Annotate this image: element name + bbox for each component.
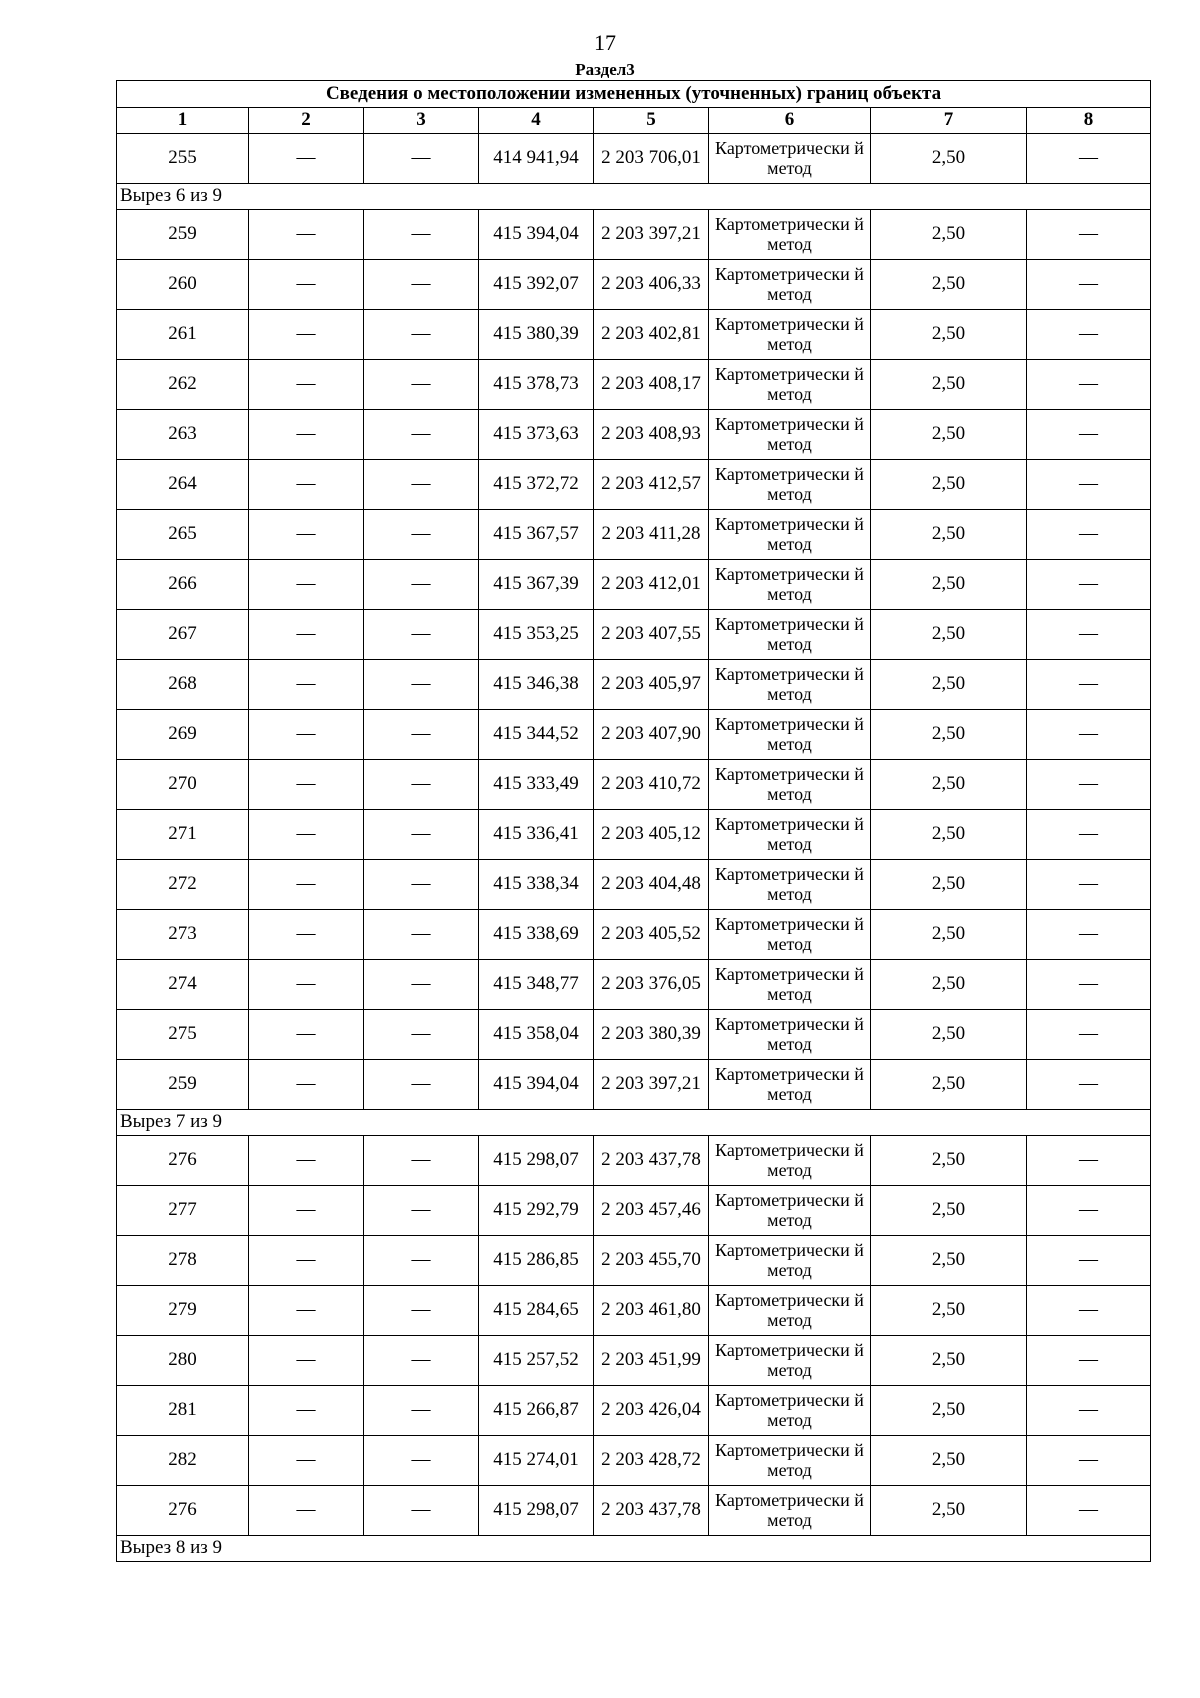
point-number-cell: 262 xyxy=(117,360,249,410)
y-coordinate-cell: 2 203 405,12 xyxy=(594,810,709,860)
method-cell: Картометрически й метод xyxy=(709,1336,871,1386)
table-row xyxy=(117,560,1151,610)
col3-cell: — xyxy=(364,1236,479,1286)
point-number-cell: 279 xyxy=(117,1286,249,1336)
column-number: 2 xyxy=(249,108,364,134)
method-cell: Картометрически й метод xyxy=(709,810,871,860)
table-row xyxy=(117,1010,1151,1060)
x-coordinate-cell: 414 941,94 xyxy=(479,134,594,184)
method-cell: Картометрически й метод xyxy=(709,910,871,960)
col8-cell: — xyxy=(1027,1236,1151,1286)
table-row xyxy=(117,460,1151,510)
col2-cell: — xyxy=(249,1486,364,1536)
table-row xyxy=(117,1286,1151,1336)
point-number-cell: 273 xyxy=(117,910,249,960)
col2-cell: — xyxy=(249,1186,364,1236)
col8-cell: — xyxy=(1027,360,1151,410)
x-coordinate-cell: 415 358,04 xyxy=(479,1010,594,1060)
method-cell: Картометрически й метод xyxy=(709,1136,871,1186)
col8-cell: — xyxy=(1027,910,1151,960)
table-row xyxy=(117,1486,1151,1536)
col3-cell: — xyxy=(364,510,479,560)
table-row xyxy=(117,210,1151,260)
column-numbers-row xyxy=(117,108,1151,134)
y-coordinate-cell: 2 203 408,17 xyxy=(594,360,709,410)
x-coordinate-cell: 415 286,85 xyxy=(479,1236,594,1286)
col3-cell: — xyxy=(364,134,479,184)
method-cell: Картометрически й метод xyxy=(709,1486,871,1536)
point-number-cell: 277 xyxy=(117,1186,249,1236)
table-heading: Сведения о местоположении измененных (уточненных) границ объекта xyxy=(117,81,1151,108)
col3-cell: — xyxy=(364,1060,479,1110)
col3-cell: — xyxy=(364,410,479,460)
col3-cell: — xyxy=(364,210,479,260)
accuracy-cell: 2,50 xyxy=(871,1286,1027,1336)
col8-cell: — xyxy=(1027,1186,1151,1236)
table-row xyxy=(117,510,1151,560)
accuracy-cell: 2,50 xyxy=(871,210,1027,260)
y-coordinate-cell: 2 203 428,72 xyxy=(594,1436,709,1486)
y-coordinate-cell: 2 203 461,80 xyxy=(594,1286,709,1336)
col8-cell: — xyxy=(1027,810,1151,860)
accuracy-cell: 2,50 xyxy=(871,1186,1027,1236)
accuracy-cell: 2,50 xyxy=(871,1060,1027,1110)
accuracy-cell: 2,50 xyxy=(871,1436,1027,1486)
boundary-coordinates-table xyxy=(116,80,1151,1562)
col2-cell: — xyxy=(249,1010,364,1060)
table-row xyxy=(117,1336,1151,1386)
table-row xyxy=(117,410,1151,460)
method-cell: Картометрически й метод xyxy=(709,760,871,810)
method-cell: Картометрически й метод xyxy=(709,510,871,560)
col2-cell: — xyxy=(249,1436,364,1486)
column-number: 7 xyxy=(871,108,1027,134)
point-number-cell: 278 xyxy=(117,1236,249,1286)
point-number-cell: 267 xyxy=(117,610,249,660)
x-coordinate-cell: 415 378,73 xyxy=(479,360,594,410)
y-coordinate-cell: 2 203 376,05 xyxy=(594,960,709,1010)
col3-cell: — xyxy=(364,1386,479,1436)
table-row xyxy=(117,1386,1151,1436)
col3-cell: — xyxy=(364,460,479,510)
accuracy-cell: 2,50 xyxy=(871,260,1027,310)
x-coordinate-cell: 415 394,04 xyxy=(479,210,594,260)
point-number-cell: 274 xyxy=(117,960,249,1010)
x-coordinate-cell: 415 292,79 xyxy=(479,1186,594,1236)
col3-cell: — xyxy=(364,1486,479,1536)
point-number-cell: 264 xyxy=(117,460,249,510)
point-number-cell: 268 xyxy=(117,660,249,710)
table-heading-row xyxy=(117,81,1151,108)
x-coordinate-cell: 415 346,38 xyxy=(479,660,594,710)
table-row xyxy=(117,810,1151,860)
method-cell: Картометрически й метод xyxy=(709,1236,871,1286)
x-coordinate-cell: 415 298,07 xyxy=(479,1486,594,1536)
method-cell: Картометрически й метод xyxy=(709,310,871,360)
accuracy-cell: 2,50 xyxy=(871,860,1027,910)
col2-cell: — xyxy=(249,1060,364,1110)
x-coordinate-cell: 415 380,39 xyxy=(479,310,594,360)
accuracy-cell: 2,50 xyxy=(871,510,1027,560)
accuracy-cell: 2,50 xyxy=(871,410,1027,460)
y-coordinate-cell: 2 203 405,97 xyxy=(594,660,709,710)
y-coordinate-cell: 2 203 380,39 xyxy=(594,1010,709,1060)
accuracy-cell: 2,50 xyxy=(871,1336,1027,1386)
col2-cell: — xyxy=(249,134,364,184)
x-coordinate-cell: 415 266,87 xyxy=(479,1386,594,1436)
x-coordinate-cell: 415 257,52 xyxy=(479,1336,594,1386)
point-number-cell: 280 xyxy=(117,1336,249,1386)
x-coordinate-cell: 415 344,52 xyxy=(479,710,594,760)
column-number: 3 xyxy=(364,108,479,134)
accuracy-cell: 2,50 xyxy=(871,1486,1027,1536)
col8-cell: — xyxy=(1027,660,1151,710)
y-coordinate-cell: 2 203 410,72 xyxy=(594,760,709,810)
accuracy-cell: 2,50 xyxy=(871,1236,1027,1286)
col2-cell: — xyxy=(249,210,364,260)
col2-cell: — xyxy=(249,1386,364,1436)
x-coordinate-cell: 415 333,49 xyxy=(479,760,594,810)
y-coordinate-cell: 2 203 412,01 xyxy=(594,560,709,610)
table-row xyxy=(117,960,1151,1010)
point-number-cell: 265 xyxy=(117,510,249,560)
x-coordinate-cell: 415 336,41 xyxy=(479,810,594,860)
y-coordinate-cell: 2 203 437,78 xyxy=(594,1486,709,1536)
accuracy-cell: 2,50 xyxy=(871,610,1027,660)
x-coordinate-cell: 415 394,04 xyxy=(479,1060,594,1110)
col8-cell: — xyxy=(1027,1486,1151,1536)
table-row xyxy=(117,860,1151,910)
col3-cell: — xyxy=(364,1010,479,1060)
col2-cell: — xyxy=(249,260,364,310)
table-row xyxy=(117,360,1151,410)
col3-cell: — xyxy=(364,910,479,960)
x-coordinate-cell: 415 348,77 xyxy=(479,960,594,1010)
col3-cell: — xyxy=(364,560,479,610)
col8-cell: — xyxy=(1027,1286,1151,1336)
col3-cell: — xyxy=(364,260,479,310)
y-coordinate-cell: 2 203 408,93 xyxy=(594,410,709,460)
table-row xyxy=(117,610,1151,660)
column-number: 5 xyxy=(594,108,709,134)
point-number-cell: 276 xyxy=(117,1136,249,1186)
col2-cell: — xyxy=(249,610,364,660)
method-cell: Картометрически й метод xyxy=(709,460,871,510)
method-cell: Картометрически й метод xyxy=(709,560,871,610)
table-row xyxy=(117,260,1151,310)
accuracy-cell: 2,50 xyxy=(871,710,1027,760)
y-coordinate-cell: 2 203 406,33 xyxy=(594,260,709,310)
x-coordinate-cell: 415 353,25 xyxy=(479,610,594,660)
col8-cell: — xyxy=(1027,1386,1151,1436)
x-coordinate-cell: 415 338,34 xyxy=(479,860,594,910)
point-number-cell: 266 xyxy=(117,560,249,610)
y-coordinate-cell: 2 203 411,28 xyxy=(594,510,709,560)
col8-cell: — xyxy=(1027,760,1151,810)
x-coordinate-cell: 415 392,07 xyxy=(479,260,594,310)
method-cell: Картометрически й метод xyxy=(709,710,871,760)
point-number-cell: 282 xyxy=(117,1436,249,1486)
col2-cell: — xyxy=(249,510,364,560)
point-number-cell: 270 xyxy=(117,760,249,810)
y-coordinate-cell: 2 203 397,21 xyxy=(594,210,709,260)
col3-cell: — xyxy=(364,1336,479,1386)
y-coordinate-cell: 2 203 412,57 xyxy=(594,460,709,510)
point-number-cell: 259 xyxy=(117,1060,249,1110)
accuracy-cell: 2,50 xyxy=(871,310,1027,360)
col3-cell: — xyxy=(364,710,479,760)
y-coordinate-cell: 2 203 437,78 xyxy=(594,1136,709,1186)
method-cell: Картометрически й метод xyxy=(709,134,871,184)
col3-cell: — xyxy=(364,810,479,860)
table-row xyxy=(117,1136,1151,1186)
col3-cell: — xyxy=(364,310,479,360)
table-row xyxy=(117,710,1151,760)
table-row xyxy=(117,310,1151,360)
table-row xyxy=(117,1436,1151,1486)
col8-cell: — xyxy=(1027,1436,1151,1486)
col2-cell: — xyxy=(249,560,364,610)
cut-label-row xyxy=(117,1536,1151,1562)
y-coordinate-cell: 2 203 706,01 xyxy=(594,134,709,184)
y-coordinate-cell: 2 203 457,46 xyxy=(594,1186,709,1236)
col8-cell: — xyxy=(1027,260,1151,310)
table-row xyxy=(117,910,1151,960)
col8-cell: — xyxy=(1027,1060,1151,1110)
method-cell: Картометрически й метод xyxy=(709,1436,871,1486)
col3-cell: — xyxy=(364,1136,479,1186)
table-row xyxy=(117,660,1151,710)
method-cell: Картометрически й метод xyxy=(709,260,871,310)
col3-cell: — xyxy=(364,860,479,910)
col2-cell: — xyxy=(249,960,364,1010)
x-coordinate-cell: 415 274,01 xyxy=(479,1436,594,1486)
col3-cell: — xyxy=(364,1436,479,1486)
y-coordinate-cell: 2 203 451,99 xyxy=(594,1336,709,1386)
col3-cell: — xyxy=(364,1186,479,1236)
col2-cell: — xyxy=(249,1236,364,1286)
point-number-cell: 272 xyxy=(117,860,249,910)
col8-cell: — xyxy=(1027,310,1151,360)
table-row xyxy=(117,760,1151,810)
col2-cell: — xyxy=(249,310,364,360)
point-number-cell: 255 xyxy=(117,134,249,184)
table-body xyxy=(117,81,1151,1562)
x-coordinate-cell: 415 372,72 xyxy=(479,460,594,510)
accuracy-cell: 2,50 xyxy=(871,760,1027,810)
x-coordinate-cell: 415 367,39 xyxy=(479,560,594,610)
column-number: 8 xyxy=(1027,108,1151,134)
col8-cell: — xyxy=(1027,510,1151,560)
cut-label-row xyxy=(117,184,1151,210)
col2-cell: — xyxy=(249,910,364,960)
col8-cell: — xyxy=(1027,410,1151,460)
col2-cell: — xyxy=(249,1336,364,1386)
y-coordinate-cell: 2 203 402,81 xyxy=(594,310,709,360)
accuracy-cell: 2,50 xyxy=(871,360,1027,410)
col2-cell: — xyxy=(249,460,364,510)
method-cell: Картометрически й метод xyxy=(709,960,871,1010)
accuracy-cell: 2,50 xyxy=(871,910,1027,960)
accuracy-cell: 2,50 xyxy=(871,134,1027,184)
accuracy-cell: 2,50 xyxy=(871,960,1027,1010)
y-coordinate-cell: 2 203 407,55 xyxy=(594,610,709,660)
table-row xyxy=(117,1060,1151,1110)
page-number: 17 xyxy=(594,30,616,55)
col8-cell: — xyxy=(1027,860,1151,910)
col2-cell: — xyxy=(249,660,364,710)
y-coordinate-cell: 2 203 407,90 xyxy=(594,710,709,760)
method-cell: Картометрически й метод xyxy=(709,1286,871,1336)
col2-cell: — xyxy=(249,760,364,810)
col2-cell: — xyxy=(249,710,364,760)
point-number-cell: 281 xyxy=(117,1386,249,1436)
accuracy-cell: 2,50 xyxy=(871,1386,1027,1436)
table-row xyxy=(117,1186,1151,1236)
method-cell: Картометрически й метод xyxy=(709,360,871,410)
col3-cell: — xyxy=(364,1286,479,1336)
method-cell: Картометрически й метод xyxy=(709,1060,871,1110)
y-coordinate-cell: 2 203 397,21 xyxy=(594,1060,709,1110)
method-cell: Картометрически й метод xyxy=(709,660,871,710)
col2-cell: — xyxy=(249,360,364,410)
point-number-cell: 275 xyxy=(117,1010,249,1060)
col3-cell: — xyxy=(364,610,479,660)
point-number-cell: 269 xyxy=(117,710,249,760)
col8-cell: — xyxy=(1027,1136,1151,1186)
x-coordinate-cell: 415 373,63 xyxy=(479,410,594,460)
y-coordinate-cell: 2 203 426,04 xyxy=(594,1386,709,1436)
col8-cell: — xyxy=(1027,1336,1151,1386)
accuracy-cell: 2,50 xyxy=(871,1136,1027,1186)
point-number-cell: 271 xyxy=(117,810,249,860)
col3-cell: — xyxy=(364,760,479,810)
col8-cell: — xyxy=(1027,960,1151,1010)
method-cell: Картометрически й метод xyxy=(709,210,871,260)
col2-cell: — xyxy=(249,1286,364,1336)
cut-label: Вырез 8 из 9 xyxy=(117,1536,1151,1562)
accuracy-cell: 2,50 xyxy=(871,660,1027,710)
point-number-cell: 276 xyxy=(117,1486,249,1536)
col8-cell: — xyxy=(1027,1010,1151,1060)
method-cell: Картометрически й метод xyxy=(709,1386,871,1436)
accuracy-cell: 2,50 xyxy=(871,810,1027,860)
col3-cell: — xyxy=(364,660,479,710)
col8-cell: — xyxy=(1027,134,1151,184)
y-coordinate-cell: 2 203 455,70 xyxy=(594,1236,709,1286)
col8-cell: — xyxy=(1027,560,1151,610)
accuracy-cell: 2,50 xyxy=(871,460,1027,510)
x-coordinate-cell: 415 298,07 xyxy=(479,1136,594,1186)
x-coordinate-cell: 415 338,69 xyxy=(479,910,594,960)
cut-label-row xyxy=(117,1110,1151,1136)
col8-cell: — xyxy=(1027,610,1151,660)
col8-cell: — xyxy=(1027,710,1151,760)
method-cell: Картометрически й метод xyxy=(709,1010,871,1060)
col3-cell: — xyxy=(364,960,479,1010)
col2-cell: — xyxy=(249,810,364,860)
y-coordinate-cell: 2 203 404,48 xyxy=(594,860,709,910)
y-coordinate-cell: 2 203 405,52 xyxy=(594,910,709,960)
col2-cell: — xyxy=(249,410,364,460)
column-number: 6 xyxy=(709,108,871,134)
accuracy-cell: 2,50 xyxy=(871,1010,1027,1060)
column-number: 1 xyxy=(117,108,249,134)
cut-label: Вырез 6 из 9 xyxy=(117,184,1151,210)
x-coordinate-cell: 415 284,65 xyxy=(479,1286,594,1336)
point-number-cell: 260 xyxy=(117,260,249,310)
method-cell: Картометрически й метод xyxy=(709,610,871,660)
col3-cell: — xyxy=(364,360,479,410)
col2-cell: — xyxy=(249,1136,364,1186)
accuracy-cell: 2,50 xyxy=(871,560,1027,610)
col8-cell: — xyxy=(1027,460,1151,510)
table-row xyxy=(117,1236,1151,1286)
method-cell: Картометрически й метод xyxy=(709,410,871,460)
method-cell: Картометрически й метод xyxy=(709,1186,871,1236)
table-row xyxy=(117,134,1151,184)
col2-cell: — xyxy=(249,860,364,910)
method-cell: Картометрически й метод xyxy=(709,860,871,910)
point-number-cell: 261 xyxy=(117,310,249,360)
x-coordinate-cell: 415 367,57 xyxy=(479,510,594,560)
section-title: Раздел3 xyxy=(575,60,635,79)
col8-cell: — xyxy=(1027,210,1151,260)
column-number: 4 xyxy=(479,108,594,134)
point-number-cell: 259 xyxy=(117,210,249,260)
point-number-cell: 263 xyxy=(117,410,249,460)
cut-label: Вырез 7 из 9 xyxy=(117,1110,1151,1136)
